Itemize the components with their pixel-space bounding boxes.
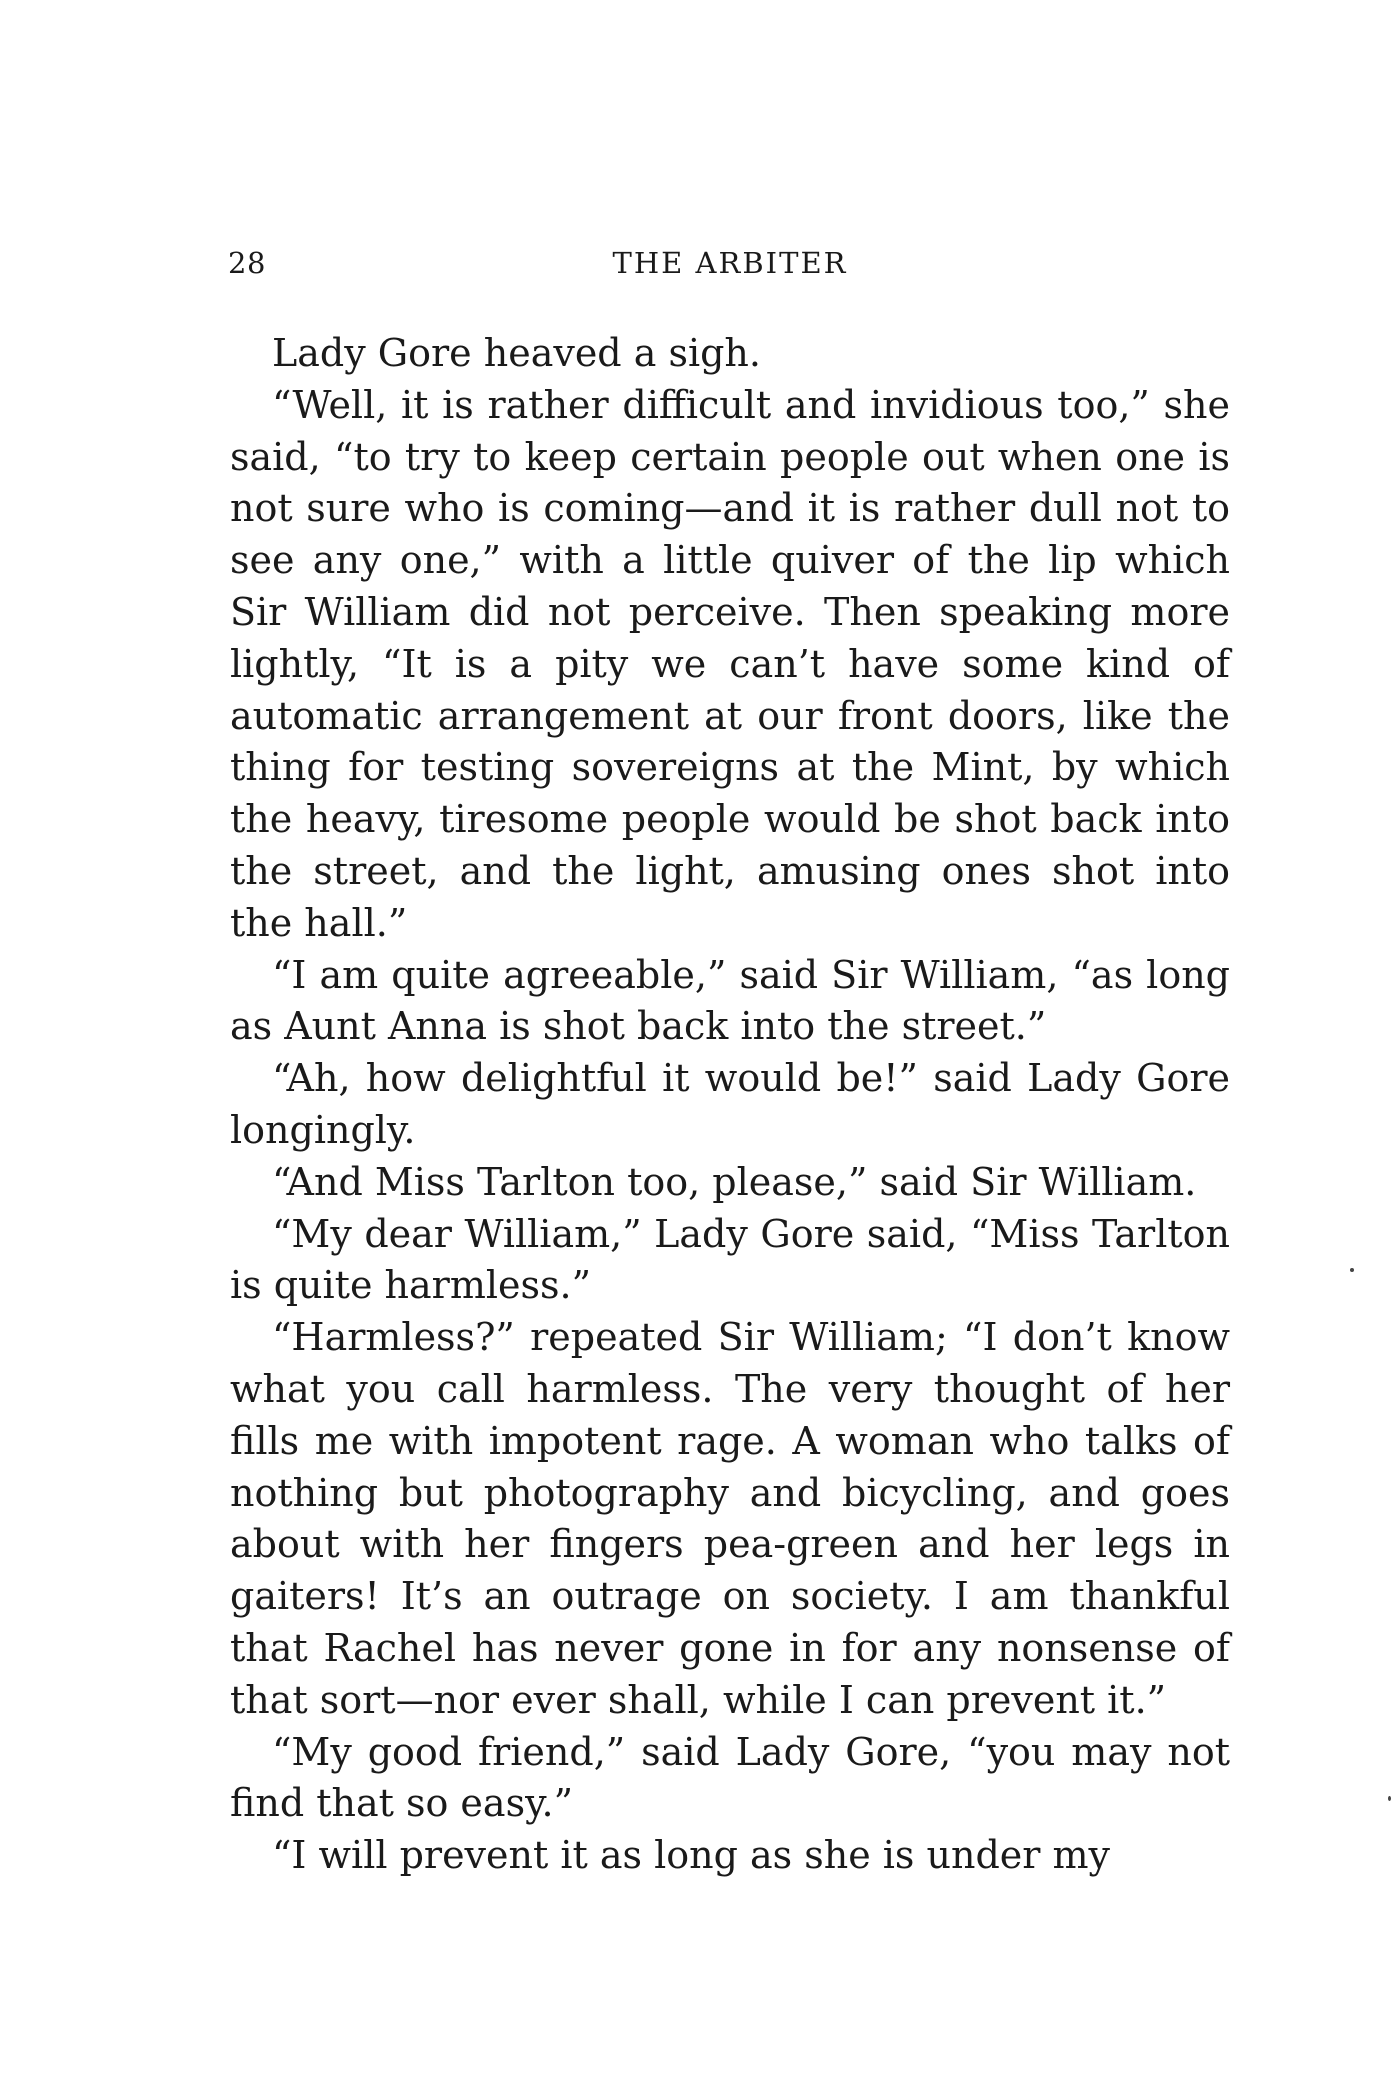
paragraph: “Ah, how delightful it would be!” said Lady Gore longingly. [230, 1056, 1230, 1152]
paragraph: “Well, it is rather difficult and invidious too,” she said, “to try to keep certain people out when one is not sure who is coming—and it is rather dull not to see any one,” with a little quiver of the lip which Sir William did not perceive. Then speaking more lightly, “It is a pity we can’t have some kind of automatic arrangement at our front doors, like the thing for testing sovereigns at the Mint, by which the heavy, tiresome people would be shot back into the street, and the light, amusing ones shot into the hall.” [230, 382, 1230, 945]
paragraph: Lady Gore heaved a sigh. [272, 331, 761, 375]
body-text [230, 328, 1230, 1882]
running-head [228, 246, 1232, 290]
paragraph: “I am quite agreeable,” said Sir William, “as long as Aunt Anna is shot back into the street.” [230, 952, 1230, 1049]
paragraph: “I will prevent it as long as she is under my [272, 1833, 1111, 1878]
paragraph: “And Miss Tarlton too, please,” said Sir William. [272, 1159, 1197, 1204]
paragraph: “My dear William,” Lady Gore said, “Miss Tarlton is quite harmless.” [230, 1211, 1230, 1308]
running-title: THE ARBITER [612, 246, 848, 280]
paragraph: “Harmless?” repeated Sir William; “I don’t know what you call harmless. The very thought of her fills me with impotent rage. A woman who talks of nothing but photography and bicycling, and goes about with her fingers pea-green and her legs in gaiters! It’s an outrage on society. I am thankful that Rachel has never gone in for any nonsense of that sort—nor ever shall, while I can prevent it.” [230, 1315, 1230, 1722]
paper-speck [1388, 1796, 1391, 1801]
page-number: 28 [228, 246, 266, 280]
paper-speck [1350, 1268, 1354, 1272]
paragraph: “My good friend,” said Lady Gore, “you may not find that so easy.” [230, 1729, 1230, 1826]
